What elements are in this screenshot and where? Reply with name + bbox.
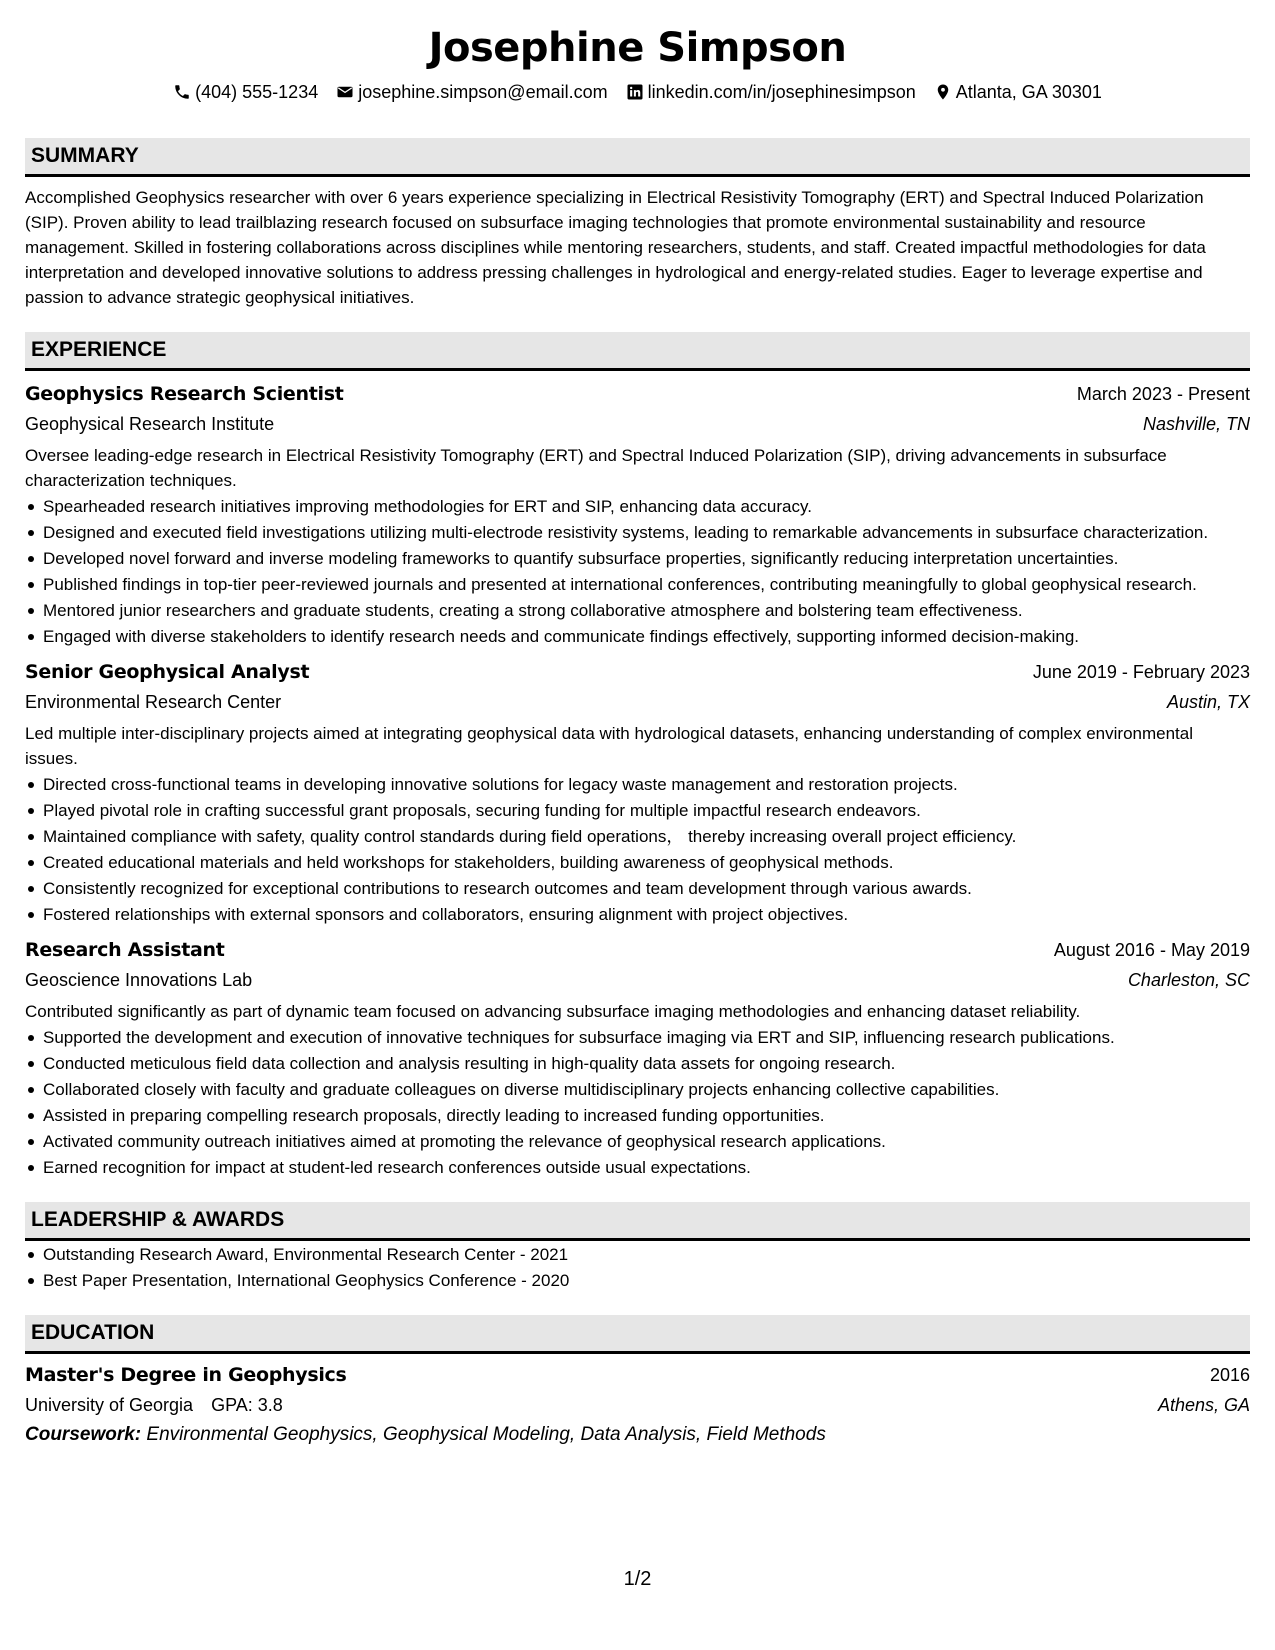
school-line <box>25 1390 283 1420</box>
list-item: Engaged with diverse stakeholders to identify research needs and communicate findings effectively, supporting informed decision-making. <box>25 625 1250 649</box>
list-item: Earned recognition for impact at student-led research conferences outside usual expectations. <box>25 1156 1250 1180</box>
degree-title: Master's Degree in Geophysics <box>25 1364 347 1386</box>
contact-phone <box>173 80 318 104</box>
job-title: Research Assistant <box>25 939 225 961</box>
email-text[interactable]: josephine.simpson@email.com <box>358 82 608 102</box>
resume-page <box>25 20 1250 1450</box>
contact-location <box>934 80 1102 104</box>
job-dates: August 2016 - May 2019 <box>1053 940 1250 960</box>
job-bullets <box>25 495 1250 649</box>
envelope-icon <box>336 83 354 101</box>
summary-text: Accomplished Geophysics researcher with over 6 years experience specializing in Electrical Resistivity Tomography (ERT) and Spectral Induced Polarization (SIP). Proven ability to lead trailblazing research focused on subsurface imaging technologies that promote environmental sustainability and resource management. Skilled in fostering collaborations across disciplines while mentoring researchers, students, and staff. Created impactful methodologies for data interpretation and developed innovative solutions to address pressing challenges in hydrological and energy-related studies. Eager to leverage expertise and passion to advance strategic geophysical initiatives. <box>25 188 1206 307</box>
list-item: Mentored junior researchers and graduate students, creating a strong collaborative atmosphere and bolstering team effectiveness. <box>25 599 1250 623</box>
list-item: Supported the development and execution of innovative techniques for subsurface imaging via ERT and SIP, influencing research publications. <box>25 1026 1250 1050</box>
job-description: Oversee leading-edge research in Electrical Resistivity Tomography (ERT) and Spectral Induced Polarization (SIP), driving advancements in subsurface characterization techniques. <box>25 446 1167 490</box>
section-heading-summary: SUMMARY <box>25 138 1250 177</box>
job-dates: June 2019 - February 2023 <box>1032 662 1250 682</box>
school-name: University of Georgia <box>25 1395 194 1415</box>
job-location: Nashville, TN <box>1142 414 1250 434</box>
job-entry <box>25 657 1250 927</box>
job-description: Contributed significantly as part of dynamic team focused on advancing subsurface imaging methodologies and enhancing dataset reliability. <box>25 1002 1081 1021</box>
job-organization: Geophysical Research Institute <box>25 414 275 434</box>
list-item: Maintained compliance with safety, quality control standards during field operations， thereby increasing overall project efficiency. <box>25 825 1250 849</box>
list-item: Created educational materials and held workshops for stakeholders, building awareness of geophysical methods. <box>25 851 1250 875</box>
job-title: Senior Geophysical Analyst <box>25 661 310 683</box>
job-title: Geophysics Research Scientist <box>25 383 344 405</box>
list-item: Directed cross-functional teams in developing innovative solutions for legacy waste management and restoration projects. <box>25 773 1250 797</box>
list-item: Designed and executed field investigations utilizing multi-electrode resistivity systems, leading to remarkable advancements in subsurface characterization. <box>25 521 1250 545</box>
gpa-text: GPA: 3.8 <box>211 1395 283 1415</box>
job-location: Charleston, SC <box>1127 970 1250 990</box>
school-location: Athens, GA <box>1157 1395 1250 1415</box>
location-text: Atlanta, GA 30301 <box>955 82 1102 102</box>
list-item: Collaborated closely with faculty and graduate colleagues on diverse multidisciplinary projects enhancing collective capabilities. <box>25 1078 1250 1102</box>
contact-linkedin[interactable] <box>626 80 916 104</box>
job-organization: Environmental Research Center <box>25 692 282 712</box>
coursework-text: Environmental Geophysics, Geophysical Modeling, Data Analysis, Field Methods <box>146 1424 826 1445</box>
education-entry <box>25 1360 1250 1450</box>
awards-list <box>25 1243 1250 1293</box>
job-dates: March 2023 - Present <box>1076 384 1250 404</box>
linkedin-icon <box>626 83 644 101</box>
job-location: Austin, TX <box>1166 692 1250 712</box>
list-item: Played pivotal role in crafting successful grant proposals, securing funding for multiple impactful research endeavors. <box>25 799 1250 823</box>
phone-icon <box>173 83 191 101</box>
phone-text: (404) 555-1234 <box>195 82 319 102</box>
coursework-label: Coursework: <box>25 1424 142 1445</box>
contact-email[interactable] <box>336 80 607 104</box>
list-item: Assisted in preparing compelling research proposals, directly leading to increased funding opportunities. <box>25 1104 1250 1128</box>
section-heading-education: EDUCATION <box>25 1315 1250 1354</box>
section-heading-awards: LEADERSHIP & AWARDS <box>25 1202 1250 1241</box>
list-item: Activated community outreach initiatives aimed at promoting the relevance of geophysical research applications. <box>25 1130 1250 1154</box>
linkedin-text[interactable]: linkedin.com/in/josephinesimpson <box>647 82 916 102</box>
map-marker-icon <box>934 83 952 101</box>
candidate-name: Josephine Simpson <box>428 25 847 71</box>
job-entry <box>25 379 1250 649</box>
list-item: Best Paper Presentation, International Geophysics Conference - 2020 <box>25 1269 1250 1293</box>
graduation-year: 2016 <box>1209 1365 1250 1385</box>
list-item: Published findings in top-tier peer-reviewed journals and presented at international conferences, contributing meaningfully to global geophysical research. <box>25 573 1250 597</box>
section-heading-experience: EXPERIENCE <box>25 332 1250 371</box>
job-entry <box>25 935 1250 1180</box>
job-bullets <box>25 773 1250 927</box>
job-bullets <box>25 1026 1250 1180</box>
job-organization: Geoscience Innovations Lab <box>25 970 253 990</box>
page-number: 1/2 <box>623 1568 652 1590</box>
list-item: Consistently recognized for exceptional contributions to research outcomes and team development through various awards. <box>25 877 1250 901</box>
list-item: Spearheaded research initiatives improving methodologies for ERT and SIP, enhancing data accuracy. <box>25 495 1250 519</box>
contact-bar <box>25 80 1250 104</box>
coursework-line <box>25 1420 1250 1450</box>
job-description: Led multiple inter-disciplinary projects aimed at integrating geophysical data with hydrological datasets, enhancing understanding of complex environmental issues. <box>25 724 1194 768</box>
list-item: Fostered relationships with external sponsors and collaborators, ensuring alignment with project objectives. <box>25 903 1250 927</box>
list-item: Conducted meticulous field data collection and analysis resulting in high-quality data assets for ongoing research. <box>25 1052 1250 1076</box>
list-item: Outstanding Research Award, Environmental Research Center - 2021 <box>25 1243 1250 1267</box>
list-item: Developed novel forward and inverse modeling frameworks to quantify subsurface properties, significantly reducing interpretation uncertainties. <box>25 547 1250 571</box>
